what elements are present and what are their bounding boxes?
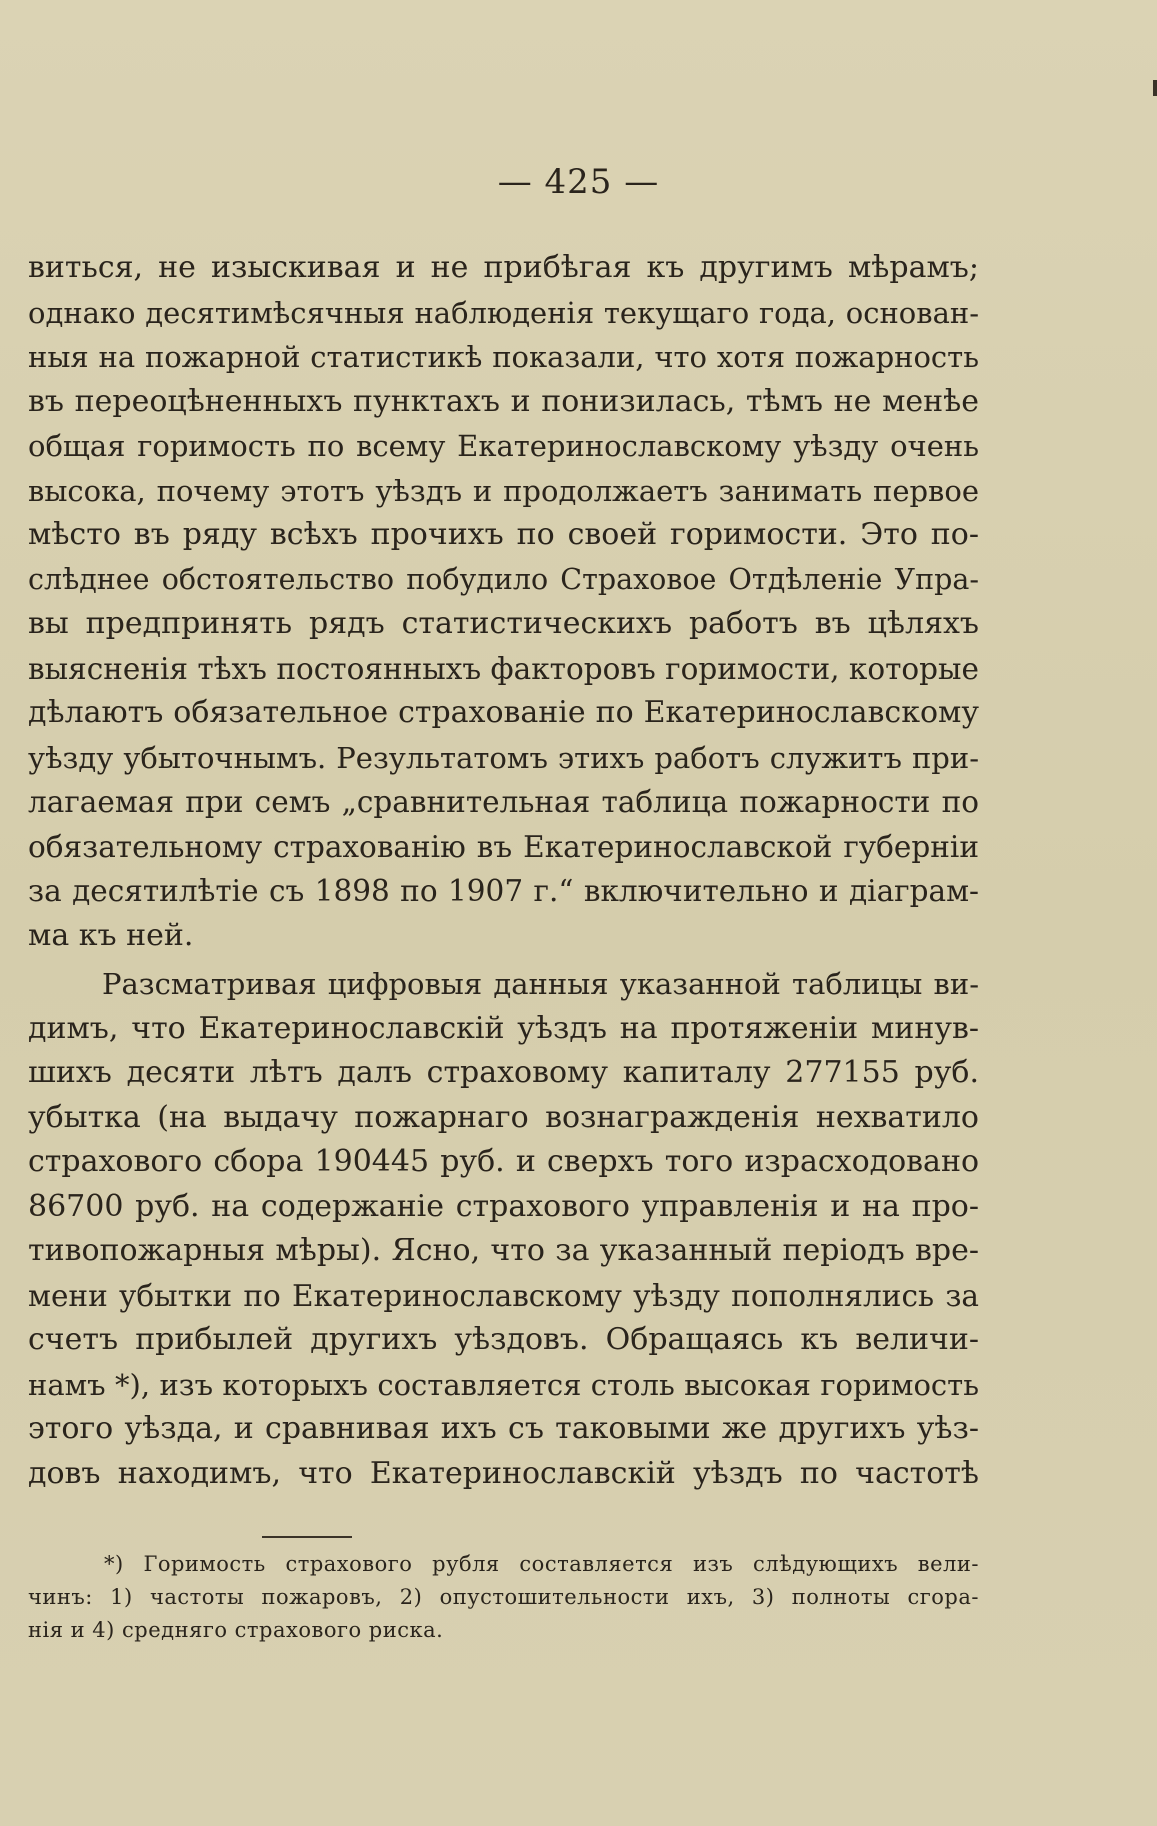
page-number: — 425 — [497,162,660,202]
text-line: лагаемая при семъ „сравнительная таблица пожарности по [28,785,979,819]
text-line: Разсматривая цифровыя данныя указанной таблицы ви- [102,967,979,1001]
paragraph-2 [28,962,979,1496]
text-line: высока, почему этотъ уѣздъ и продолжаетъ занимать первое [28,473,979,508]
text-line: 86700 руб. на содержаніе страхового управленія и на про- [28,1188,979,1224]
text-line: тивопожарныя мѣры). Ясно, что за указанный періодъ вре- [28,1233,979,1268]
text-line: ма къ ней. [28,917,194,953]
text-line: въ переоцѣненныхъ пунктахъ и понизилась, тѣмъ не менѣе [28,383,979,419]
text-line: этого уѣзда, и сравнивая ихъ съ таковыми же другихъ уѣз- [28,1411,979,1446]
text-line: обязательному страхованію въ Екатеринославской губерніи [28,829,979,864]
footnote [28,1548,979,1647]
footnote-line: чинъ: 1) частоты пожаровъ, 2) опустошительности ихъ, 3) полноты сгора- [28,1585,979,1609]
body-text [28,246,979,1496]
text-line: дѣлаютъ обязательное страхованіе по Екатеринославскому [28,695,979,730]
text-line: слѣднее обстоятельство побудило Страховое Отдѣленіе Упра- [28,562,979,596]
text-line: однако десятимѣсячныя наблюденія текущаго года, основан- [28,295,979,330]
text-line: за десятилѣтіе съ 1898 по 1907 г.“ включительно и діаграм- [28,874,979,908]
text-line: мѣсто въ ряду всѣхъ прочихъ по своей горимости. Это по- [28,517,979,552]
text-line: вы предпринять рядъ статистическихъ работъ въ цѣляхъ [28,606,979,641]
text-line: выясненія тѣхъ постоянныхъ факторовъ горимости, которые [28,651,979,686]
footnote-divider [262,1536,352,1538]
text-line: страхового сбора 190445 руб. и сверхъ того израсходовано [28,1144,979,1179]
footnote-line: нія и 4) средняго страхового риска. [28,1618,444,1642]
text-line: счетъ прибылей другихъ уѣздовъ. Обращаясь къ величи- [28,1322,979,1357]
text-line: намъ *), изъ которыхъ составляется столь высокая горимость [28,1367,979,1402]
text-line: убытка (на выдачу пожарнаго вознагражденія нехватило [28,1099,979,1135]
text-line: уѣзду убыточнымъ. Результатомъ этихъ работъ служитъ при- [28,740,979,775]
text-line: виться, не изыскивая и не прибѣгая къ другимъ мѣрамъ; [28,250,979,285]
paragraph-1 [28,246,979,958]
margin-mark [1153,80,1157,96]
text-line: димъ, что Екатеринославскій уѣздъ на протяженіи минув- [28,1010,979,1046]
text-line: шихъ десяти лѣтъ далъ страховому капиталу 277155 руб. [28,1055,979,1090]
text-line: мени убытки по Екатеринославскому уѣзду пополнялись за [28,1278,979,1313]
text-line: довъ находимъ, что Екатеринославскій уѣздъ по частотѣ [28,1455,979,1491]
text-line: ныя на пожарной статистикѣ показали, что хотя пожарность [28,340,979,374]
text-line: общая горимость по всему Екатеринославскому уѣзду очень [28,429,979,463]
footnote-line: *) Горимость страхового рубля составляется изъ слѣдующихъ вели- [104,1552,979,1576]
